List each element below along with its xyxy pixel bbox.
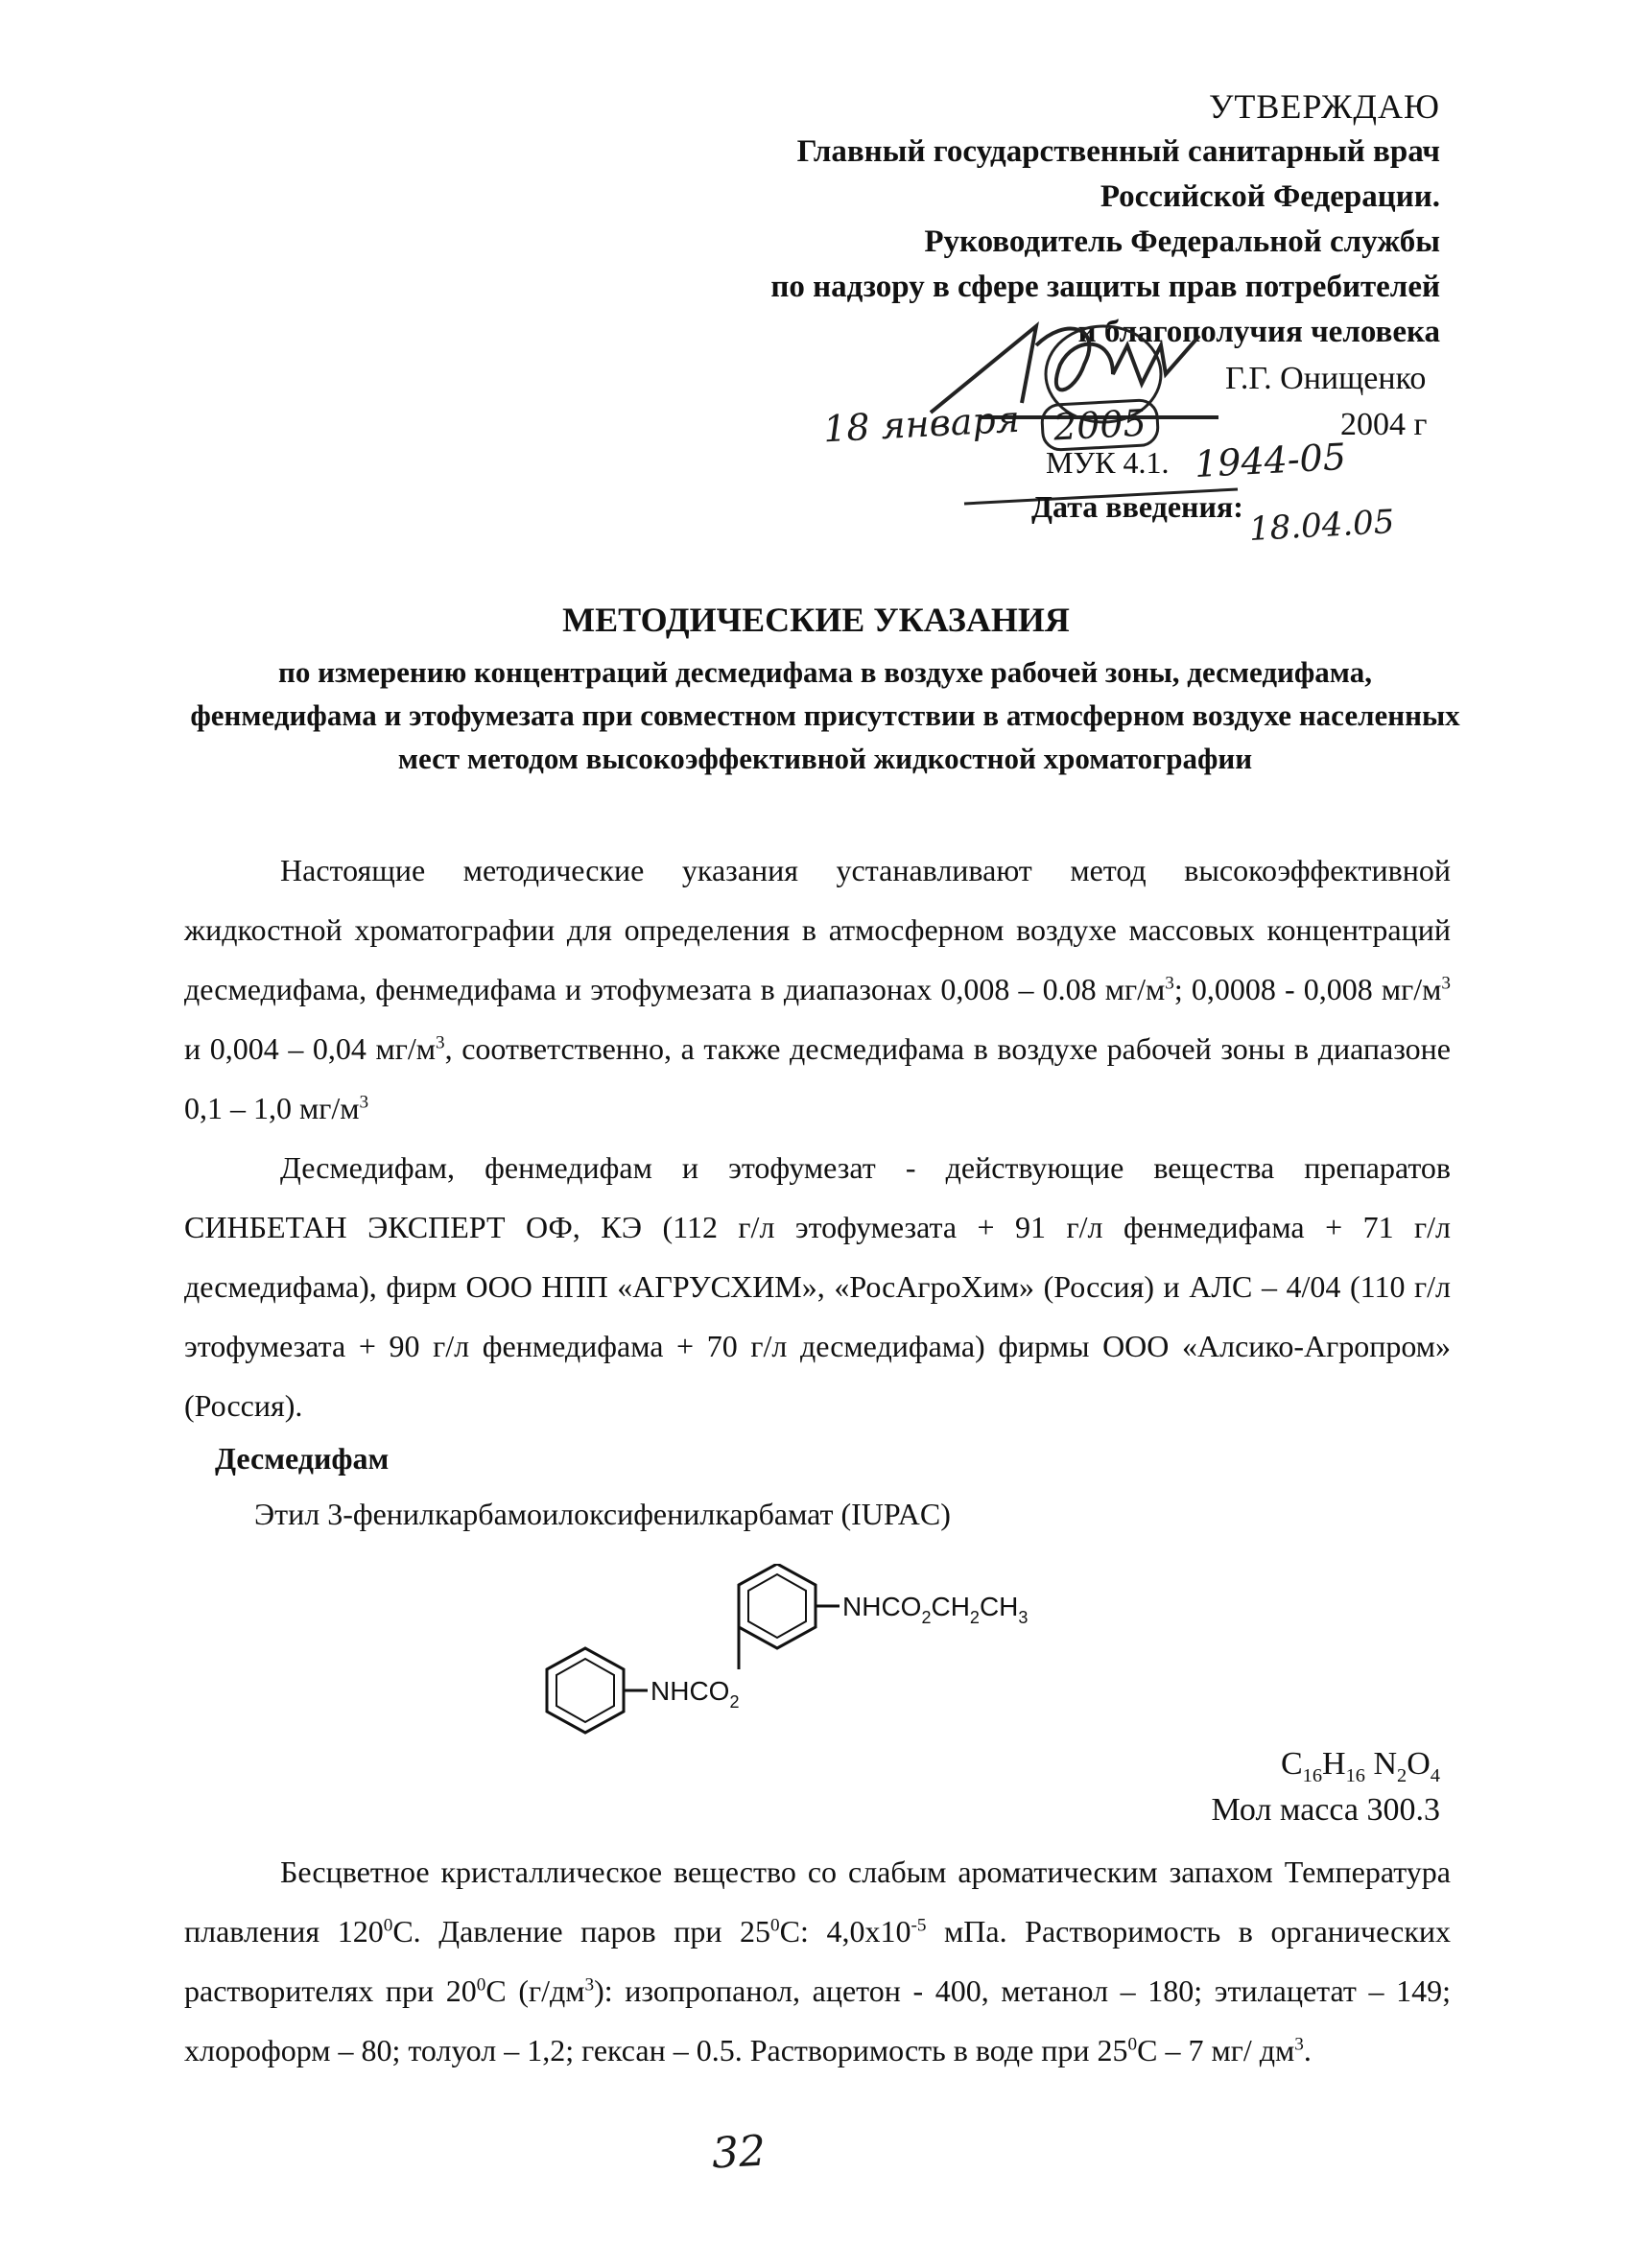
approval-line-1: Главный государственный санитарный врач: [796, 134, 1440, 169]
intro-paragraph-2: Десмедифам, фенмедифам и этофумезат - действующие вещества препаратов СИНБЕТАН ЭКСПЕРТ ОФ, КЭ (112 г/л этофумезата + 91 г/л фенмедифама + 71 г/л десмедифама), фирм ООО НПП «АГРУСХИМ», «РосАгроХим» (Россия) и АЛС – 4/04 (110 г/л этофумезата + 90 г/л фенмедифама + 70 г/л десмедифама) фирмы ООО «Алсико-Агропром» (Россия).: [184, 1150, 1451, 1423]
structural-formula: [537, 1564, 1055, 1736]
handwritten-intro-date: 18.04.05: [1248, 503, 1396, 549]
iupac-name: Этил 3-фенилкарбамоилоксифенилкарбамат (IUPAC): [254, 1497, 951, 1531]
document-subtitle: по измерению концентраций десмедифама в воздухе рабочей зоны, десмедифама, фенмедифама и этофумезата при совместном присутствии в атмосферном воздухе населенных мест методом высокоэффективной жидкостной хроматографии: [190, 655, 1460, 775]
svg-text:NHCO2: $NHCO_2$: [650, 1676, 740, 1712]
handwritten-year: 2005: [1040, 398, 1160, 452]
approval-year: 2004 г: [1340, 407, 1428, 442]
muk-code: МУК 4.1.: [1046, 445, 1170, 480]
molecular-formula-block: [1212, 1741, 1440, 1833]
intro-text: [184, 840, 1451, 1435]
approval-line-5: и благополучия человека: [1077, 315, 1440, 349]
page-number: 32: [710, 2126, 768, 2179]
molar-mass: Мол масса 300.3: [1211, 1792, 1440, 1828]
intro-date-label: Дата введения:: [1031, 489, 1243, 524]
svg-text:NHCO2CH2CH3: $NHCO_2CH_2CH_3$: [842, 1592, 1029, 1627]
handwritten-muk: 1944-05: [1193, 435, 1347, 486]
properties-text: [184, 1842, 1451, 2080]
document-title: МЕТОДИЧЕСКИЕ УКАЗАНИЯ: [562, 601, 1070, 639]
substance-heading: Десмедифам: [215, 1441, 390, 1476]
signer-name: Г.Г. Онищенко: [1225, 361, 1427, 396]
approval-line-2: Российской Федерации.: [1100, 179, 1440, 214]
approval-word: УТВЕРЖДАЮ: [1208, 87, 1440, 126]
approval-line-3: Руководитель Федеральной службы: [924, 224, 1440, 259]
properties-paragraph: Бесцветное кристаллическое вещество со слабым ароматическим запахом Температура плавления $120^0С$. Давление паров при $25^0С$: $4,0x10^{-5}$ мПа. Растворимость в органических растворителях при $20^0С$ $(г/дм^3)$: изопропанол, ацетон - 400, метанол – 180; этилацетат – 149; хлороформ – 80; толуол – 1,2; гексан – 0.5. Растворимость в воде при $25^0С - 7$ мг/ $дм^3$.: [184, 1855, 1452, 2067]
molecular-formula: $C_{16}H_{16}$ $N_2O_4$: [1280, 1746, 1440, 1786]
intro-paragraph-1: Настоящие методические указания устанавливают метод высокоэффективной жидкостной хроматографии для определения в атмосферном воздухе массовых концентраций десмедифама, фенмедифама и этофумезата в диапазонах 0,008 – 0.08 $мг/м^3$; 0,0008 - 0,008 $мг/м^3$ и 0,004 – 0,04 $мг/м^3$, соответственно, а также десмедифама в воздухе рабочей зоны в диапазоне 0,1 – 1,0 $мг/м^3$: [184, 853, 1452, 1125]
handwritten-date: 18 января: [821, 397, 1021, 451]
approval-line-4: по надзору в сфере защиты прав потребителей: [770, 270, 1440, 304]
